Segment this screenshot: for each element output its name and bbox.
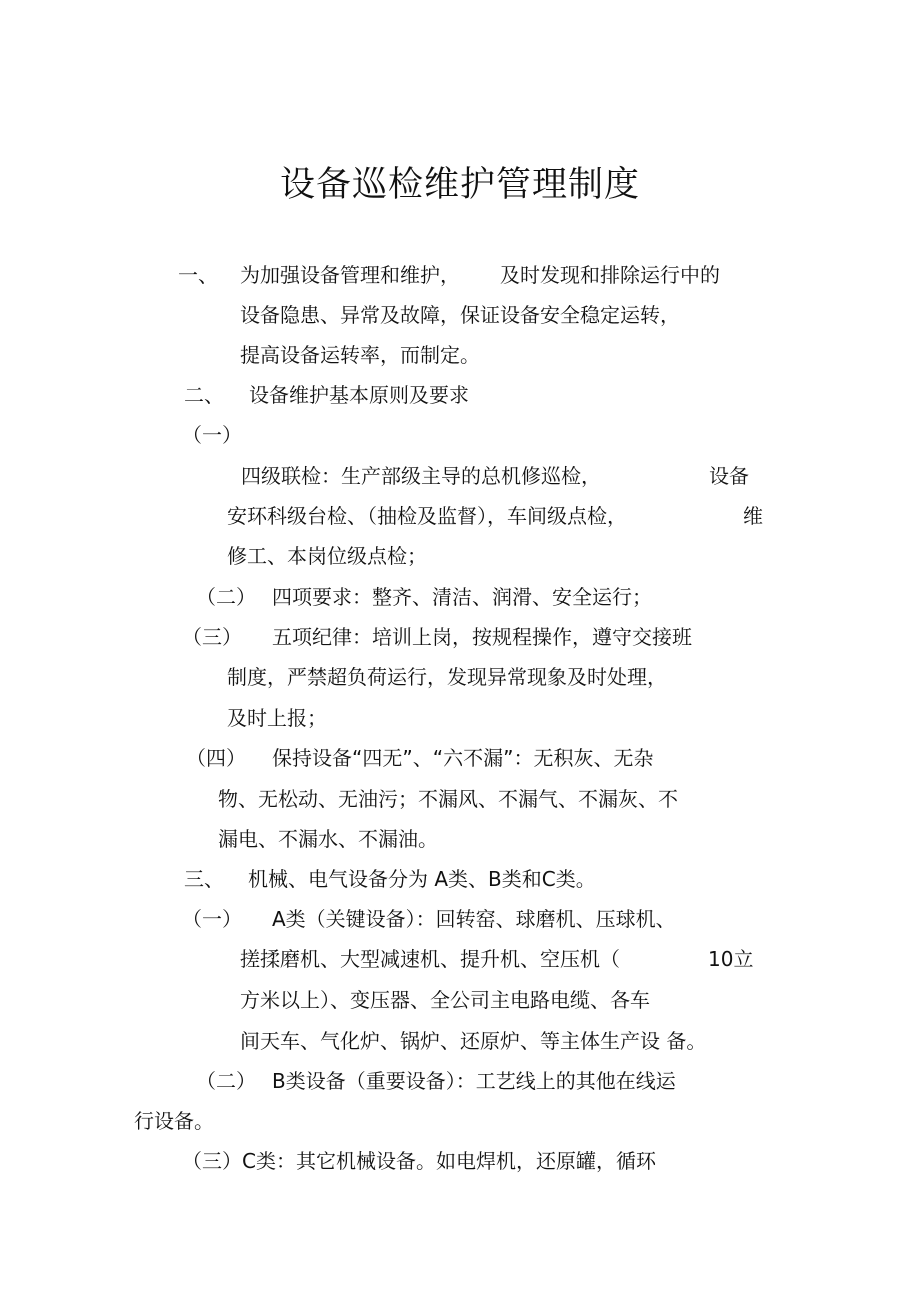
section-1-line1-part2: 及时发现和排除运行中的: [500, 263, 720, 287]
section-2-item-3-line3: 及时上报；: [227, 706, 327, 730]
section-3-item-1-line2-part1: 搓揉磨机、大型减速机、提升机、空压机（: [240, 947, 620, 971]
section-2-item-3-line2: 制度，严禁超负荷运行，发现异常现象及时处理，: [227, 665, 667, 689]
section-3-item-1-line4: 间天车、气化炉、锅炉、还原炉、等主体生产设 备。: [240, 1029, 707, 1053]
section-2-item-3-marker: （三）: [182, 625, 242, 649]
section-1-line1-part1: 为加强设备管理和维护，: [240, 263, 460, 287]
section-3-item-3-text: （三）C类：其它机械设备。如电焊机，还原罐，循环: [182, 1149, 656, 1173]
section-2-marker: 二、: [184, 383, 224, 407]
section-2-item-4-line1: 保持设备“四无”、“六不漏”：无积灰、无杂: [272, 746, 654, 770]
section-2-item-4-line2: 物、无松动、无油污；不漏风、不漏气、不漏灰、不: [218, 787, 678, 811]
section-1-marker: 一、: [178, 263, 218, 287]
section-2-item-4-marker: （四）: [186, 746, 246, 770]
section-2-item-1-marker: （一）: [182, 423, 242, 447]
section-3-item-1-marker: （一）: [182, 907, 242, 931]
section-2-item-2-marker: （二）: [196, 585, 256, 609]
section-3-heading: 机械、电气设备分为 A类、B类和C类。: [248, 867, 596, 891]
section-2-item-4-line3: 漏电、不漏水、不漏油。: [218, 827, 438, 851]
section-3-marker: 三、: [184, 867, 224, 891]
section-2-item-1-line3: 修工、本岗位级点检；: [227, 544, 427, 568]
section-3-item-2-line1: B类设备（重要设备）：工艺线上的其他在线运: [272, 1069, 676, 1093]
section-2-item-1-line2-part1: 安环科级台检、（抽检及监督），车间级点检，: [227, 504, 627, 528]
section-1-line2: 设备隐患、异常及故障，保证设备安全稳定运转，: [240, 303, 680, 327]
section-2-item-3-line1: 五项纪律：培训上岗，按规程操作，遵守交接班: [272, 625, 692, 649]
section-2-item-1-line1-part2: 设备: [709, 464, 749, 488]
section-2-item-1-line1-part1: 四级联检：生产部级主导的总机修巡检，: [241, 464, 601, 488]
section-3-item-2-marker: （二）: [196, 1069, 256, 1093]
section-3-item-1-line1: A类（关键设备）：回转窑、球磨机、压球机、: [272, 907, 676, 931]
section-3-item-1-line3: 方米以上）、变压器、全公司主电路电缆、各车: [240, 988, 650, 1012]
section-2-heading: 设备维护基本原则及要求: [249, 383, 469, 407]
section-3-item-1-line2-part2: 10立: [708, 947, 754, 971]
section-3-item-2-line2: 行设备。: [134, 1109, 214, 1133]
document-title: 设备巡检维护管理制度: [279, 165, 640, 205]
section-2-item-1-line2-part2: 维: [743, 504, 763, 528]
section-2-item-2-text: 四项要求：整齐、清洁、润滑、安全运行；: [272, 585, 652, 609]
section-1-line3: 提高设备运转率，而制定。: [240, 343, 480, 367]
